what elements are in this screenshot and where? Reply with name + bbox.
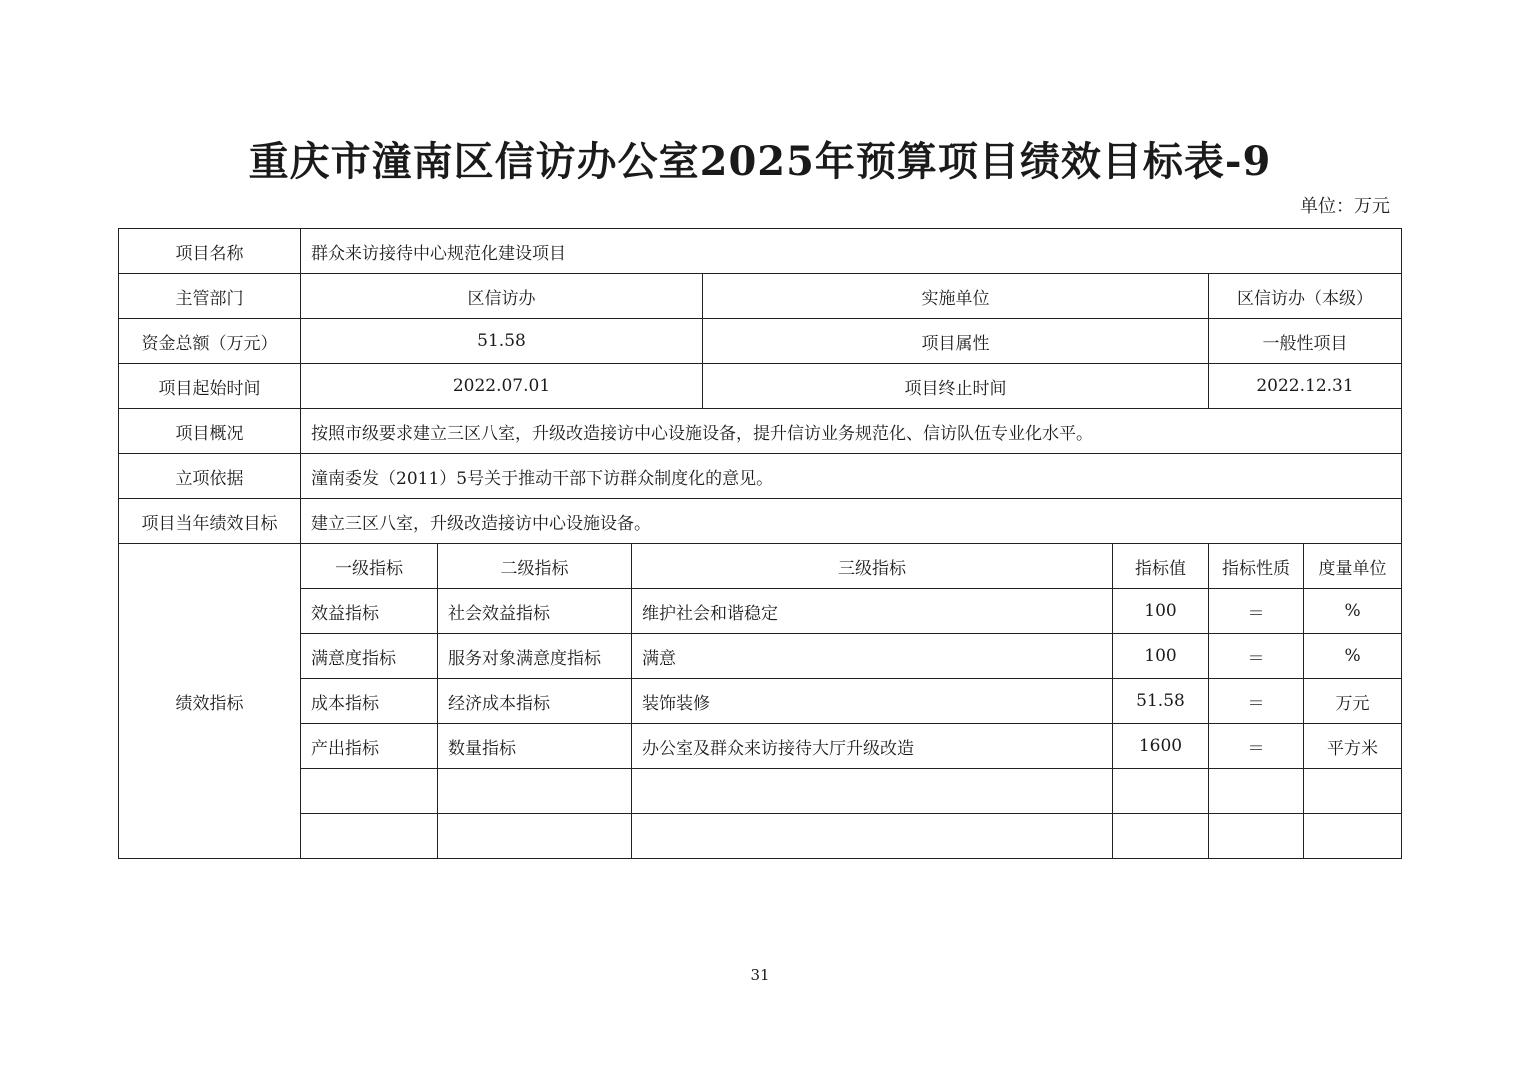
- department-label: 主管部门: [119, 274, 301, 319]
- end-date-label: 项目终止时间: [703, 364, 1209, 409]
- header-level1: 一级指标: [301, 544, 438, 589]
- project-attribute-value: 一般性项目: [1209, 319, 1402, 364]
- row-fund: [119, 319, 1402, 364]
- indicator-unit: 平方米: [1304, 724, 1402, 769]
- start-date-value: 2022.07.01: [301, 364, 703, 409]
- indicator-level1: 成本指标: [301, 679, 438, 724]
- performance-table: [118, 228, 1402, 859]
- row-overview: [119, 409, 1402, 454]
- indicator-row: [119, 589, 1402, 634]
- indicator-level1: [301, 814, 438, 859]
- project-name-label: 项目名称: [119, 229, 301, 274]
- goal-value: 建立三区八室，升级改造接访中心设施设备。: [301, 499, 1402, 544]
- project-attribute-label: 项目属性: [703, 319, 1209, 364]
- indicator-value: 100: [1113, 589, 1209, 634]
- indicator-unit: [1304, 814, 1402, 859]
- indicator-unit: [1304, 769, 1402, 814]
- page-title: 重庆市潼南区信访办公室2025年预算项目绩效目标表-9: [248, 138, 1272, 185]
- indicator-value: [1113, 814, 1209, 859]
- indicator-unit: %: [1304, 634, 1402, 679]
- row-dates: [119, 364, 1402, 409]
- indicator-level1: 满意度指标: [301, 634, 438, 679]
- project-name-value: 群众来访接待中心规范化建设项目: [301, 229, 1402, 274]
- indicator-level2: [438, 814, 632, 859]
- basis-label: 立项依据: [119, 454, 301, 499]
- indicator-header-row: [119, 544, 1402, 589]
- start-date-label: 项目起始时间: [119, 364, 301, 409]
- header-unit: 度量单位: [1304, 544, 1402, 589]
- indicator-level3: 办公室及群众来访接待大厅升级改造: [632, 724, 1113, 769]
- implementer-label: 实施单位: [703, 274, 1209, 319]
- indicator-row: [119, 634, 1402, 679]
- goal-label: 项目当年绩效目标: [119, 499, 301, 544]
- row-department: [119, 274, 1402, 319]
- indicator-unit: 万元: [1304, 679, 1402, 724]
- indicator-row-empty: [119, 769, 1402, 814]
- basis-value: 潼南委发（2011）5号关于推动干部下访群众制度化的意见。: [301, 454, 1402, 499]
- page-number: 31: [750, 966, 770, 984]
- indicator-unit: %: [1304, 589, 1402, 634]
- header-value: 指标值: [1113, 544, 1209, 589]
- implementer-value: 区信访办（本级）: [1209, 274, 1402, 319]
- indicator-level3: 满意: [632, 634, 1113, 679]
- row-project-name: [119, 229, 1402, 274]
- indicator-level1: 效益指标: [301, 589, 438, 634]
- fund-total-value: 51.58: [301, 319, 703, 364]
- indicator-nature: ＝: [1209, 589, 1304, 634]
- row-basis: [119, 454, 1402, 499]
- indicator-nature: ＝: [1209, 724, 1304, 769]
- indicator-nature: ＝: [1209, 679, 1304, 724]
- indicator-level1: 产出指标: [301, 724, 438, 769]
- indicator-level3: [632, 769, 1113, 814]
- header-nature: 指标性质: [1209, 544, 1304, 589]
- indicator-row-empty: [119, 814, 1402, 859]
- indicator-value: 51.58: [1113, 679, 1209, 724]
- indicator-row: [119, 724, 1402, 769]
- indicator-level3: [632, 814, 1113, 859]
- indicator-row: [119, 679, 1402, 724]
- fund-total-label: 资金总额（万元）: [119, 319, 301, 364]
- indicator-level2: 服务对象满意度指标: [438, 634, 632, 679]
- indicators-section-label: 绩效指标: [119, 544, 301, 859]
- indicator-value: 1600: [1113, 724, 1209, 769]
- indicator-level3: 装饰装修: [632, 679, 1113, 724]
- indicator-nature: [1209, 769, 1304, 814]
- indicator-level2: 数量指标: [438, 724, 632, 769]
- header-level2: 二级指标: [438, 544, 632, 589]
- indicator-level1: [301, 769, 438, 814]
- indicator-level3: 维护社会和谐稳定: [632, 589, 1113, 634]
- department-value: 区信访办: [301, 274, 703, 319]
- indicator-nature: ＝: [1209, 634, 1304, 679]
- overview-label: 项目概况: [119, 409, 301, 454]
- unit-label: 单位：万元: [1300, 196, 1390, 217]
- row-goal: [119, 499, 1402, 544]
- indicator-nature: [1209, 814, 1304, 859]
- end-date-value: 2022.12.31: [1209, 364, 1402, 409]
- indicator-level2: 社会效益指标: [438, 589, 632, 634]
- indicator-level2: 经济成本指标: [438, 679, 632, 724]
- indicator-value: [1113, 769, 1209, 814]
- overview-value: 按照市级要求建立三区八室，升级改造接访中心设施设备，提升信访业务规范化、信访队伍专业化水平。: [301, 409, 1402, 454]
- indicator-level2: [438, 769, 632, 814]
- indicator-value: 100: [1113, 634, 1209, 679]
- header-level3: 三级指标: [632, 544, 1113, 589]
